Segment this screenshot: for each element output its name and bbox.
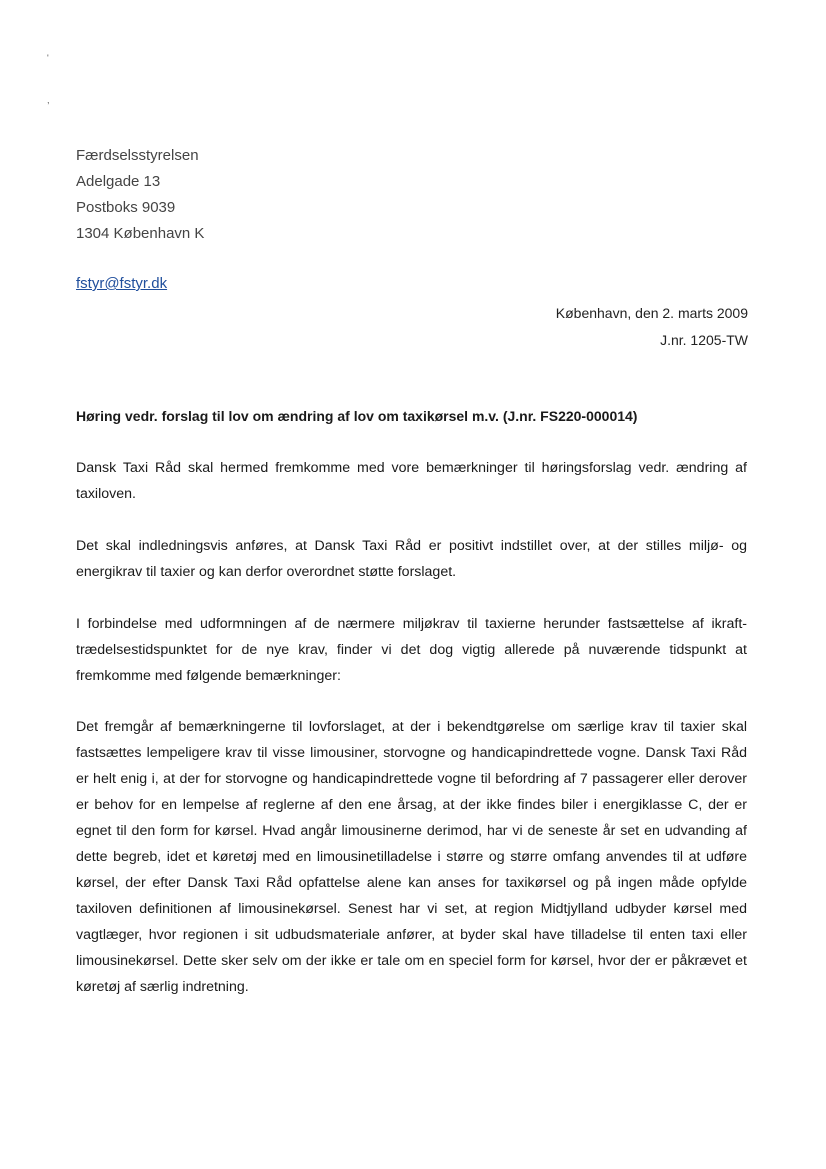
body-paragraph: I forbindelse med udformningen af de nærmere miljøkrav til taxierne herunder fastsættelse af ikrafttrædelsestidspunktet for de nye krav, finder vi det dog vigtig allerede på nuværende tidspunkt at fremkomme med følgende bemærkninger:	[76, 616, 747, 684]
recipient-pobox: Postboks 9039	[76, 199, 176, 216]
recipient-city: 1304 København K	[76, 225, 205, 242]
body-paragraph: Det skal indledningsvis anføres, at Dansk Taxi Råd er positivt indstillet over, at der stilles miljø- og energikrav til taxier og kan derfor overordnet støtte forslaget.	[76, 538, 747, 580]
body-paragraph: Det fremgår af bemærkningerne til lovforslaget, at der i bekendtgørelse om særlige krav til taxier skal fastsættes lempeligere krav til visse limousiner, storvogne og handicapindrettede vogne. Dansk Taxi Råd er helt enig i, at der for storvogne og handicapindrettede vogne til befordring af 7 passagerer eller derover er behov for en lempelse af reglerne af den ene årsag, at der ikke findes biler i energiklasse C, der er egnet til den form for kørsel. Hvad angår limousinerne derimod, har vi de seneste år set en udvanding af dette begreb, idet et køretøj med en limousinetilladelse i større og større omfang anvendes til at udføre kørsel, der efter Dansk Taxi Råd opfattelse alene kan anses for taxikørsel og på ingen måde opfylde taxiloven definitionen af limousinekørsel. Senest har vi set, at region Midtjylland udbyder kørsel med vagtlæger, hvor regionen i sit udbudsmateriale anfører, at byder skal have tilladelse til enten taxi eller limousinekørsel. Dette sker selv om der ikke er tale om en speciel form for kørsel, hvor der er påkrævet et køretøj af særlig indretning.	[76, 719, 747, 995]
scan-mark: '	[47, 53, 49, 63]
letter-meta	[556, 300, 748, 354]
recipient-street: Adelgade 13	[76, 173, 161, 190]
letter-subject: Høring vedr. forslag til lov om ændring af lov om taxikørsel m.v. (J.nr. FS220-000014)	[76, 408, 638, 424]
scan-mark: ,	[47, 95, 50, 105]
recipient-address	[76, 143, 204, 247]
recipient-email-link[interactable]: fstyr@fstyr.dk	[76, 275, 168, 292]
letter-reference: J.nr. 1205-TW	[660, 332, 748, 348]
recipient-name: Færdselsstyrelsen	[76, 147, 199, 164]
body-paragraph: Dansk Taxi Råd skal hermed fremkomme med vore bemærkninger til høringsforslag vedr. ændring af taxiloven.	[76, 460, 747, 502]
letter-date: København, den 2. marts 2009	[555, 305, 748, 321]
